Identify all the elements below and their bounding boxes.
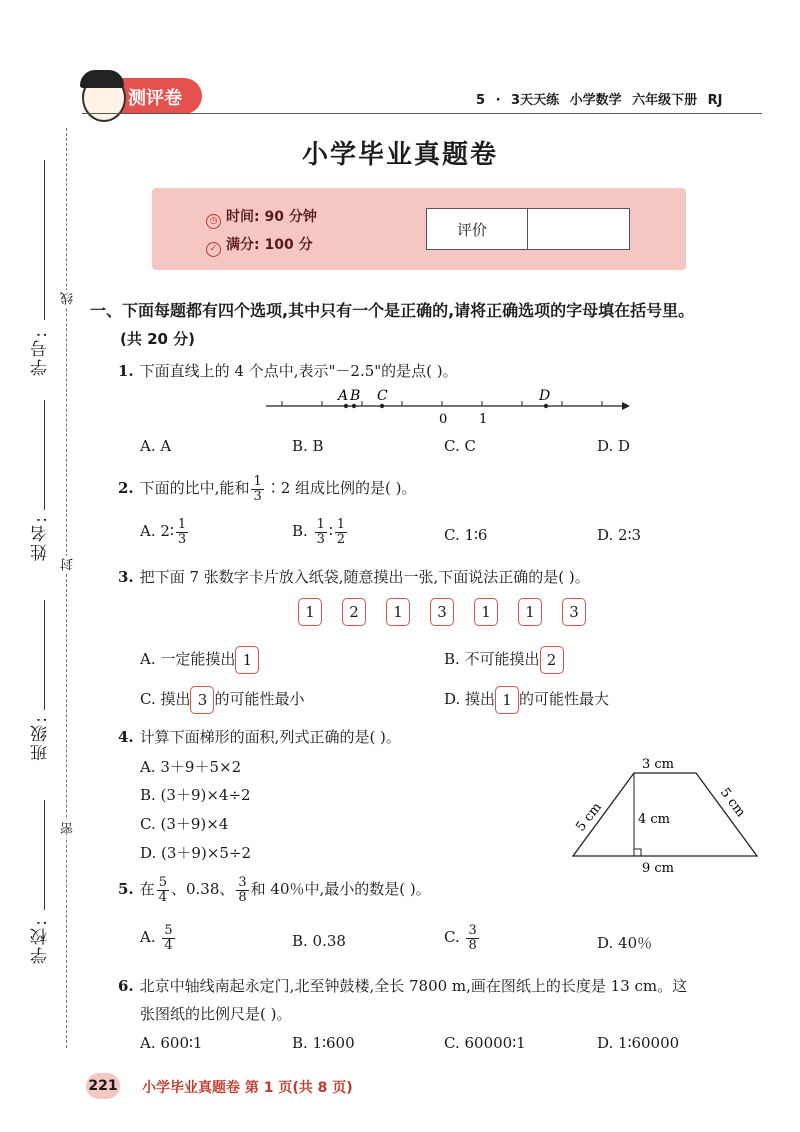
q2-opt-b-den2: 2 — [336, 531, 346, 547]
q2-option-b[interactable] — [292, 518, 349, 546]
q2-number: 2. — [118, 479, 134, 498]
q6-option-c[interactable]: C. 60000∶1 — [444, 1034, 526, 1052]
badge-label: 测评卷 — [128, 88, 182, 109]
school-label: 学校: — [31, 918, 51, 964]
q5-option-a[interactable] — [140, 924, 177, 952]
q5-opt-c-num: 3 — [468, 923, 477, 938]
q5-frac2-den: 8 — [238, 889, 247, 905]
q5-opt-a-pre: A. — [140, 928, 161, 947]
question-1 — [118, 360, 458, 381]
card-6: 1 — [518, 598, 542, 626]
q2-option-a[interactable] — [140, 518, 190, 546]
q3-opt-c-post: 的可能性最小 — [214, 690, 305, 708]
student-id-blank[interactable] — [44, 160, 45, 320]
name-blank[interactable] — [44, 400, 45, 510]
trapezoid-top-label: 3 cm — [642, 757, 675, 772]
q5-number: 5. — [118, 880, 134, 899]
class-blank[interactable] — [44, 600, 45, 710]
q1-option-c[interactable]: C. C — [444, 437, 476, 455]
card-2: 2 — [342, 598, 366, 626]
number-line — [260, 382, 640, 426]
question-2 — [118, 475, 417, 503]
q4-option-d[interactable]: D. (3＋9)×5÷2 — [140, 844, 252, 862]
q2-option-c[interactable]: C. 1∶6 — [444, 526, 488, 544]
question-5 — [118, 876, 431, 904]
q5-opt-c-pre: C. — [444, 928, 465, 947]
point-b — [352, 404, 356, 408]
time-text: 时间: 90 分钟 — [226, 209, 317, 225]
book-info: 5 · 3天天练 小学数学 六年级下册 RJ — [476, 93, 723, 108]
school-blank[interactable] — [44, 800, 45, 910]
q5-option-d[interactable]: D. 40％ — [597, 934, 653, 952]
cut-mark-secret: 密 — [61, 822, 76, 835]
trapezoid-left-label: 5 cm — [573, 799, 605, 835]
evaluation-box — [426, 208, 630, 250]
q4-option-c[interactable]: C. (3＋9)×4 — [140, 815, 229, 833]
question-3 — [118, 566, 590, 587]
evaluation-divider — [527, 209, 528, 249]
q3-opt-d-post: 的可能性最大 — [519, 690, 610, 708]
q2-opt-b-den1: 3 — [316, 531, 325, 547]
q5-option-c[interactable] — [444, 924, 481, 952]
number-cards — [298, 598, 606, 626]
trapezoid-figure — [560, 752, 770, 878]
header-rule — [82, 113, 762, 114]
q3-opt-a-text: A. 一定能摸出 — [140, 650, 236, 668]
q3-opt-b-card: 2 — [540, 646, 564, 674]
trapezoid-right-label: 5 cm — [716, 785, 749, 820]
q2-opt-b-frac2 — [335, 518, 347, 546]
binding-dashed-line — [66, 128, 67, 1048]
q5-frac2-num: 3 — [238, 875, 247, 890]
q3-text: 把下面 7 张数字卡片放入纸袋,随意摸出一张,下面说法正确的是( )。 — [139, 568, 590, 586]
section-points: (共 20 分) — [120, 330, 196, 348]
q5-frac1 — [157, 876, 169, 904]
q2-opt-b-pre: B. — [292, 522, 313, 541]
point-b-label: B — [350, 388, 361, 404]
question-4 — [118, 726, 401, 747]
trapezoid-height-label: 4 cm — [638, 812, 671, 827]
q2-opt-b-num2: 1 — [336, 517, 346, 532]
q2-opt-a-pre: A. 2∶ — [140, 522, 174, 541]
cut-mark-line: 线 — [61, 292, 76, 305]
q5-opt-c-frac — [466, 924, 478, 952]
card-1: 1 — [298, 598, 322, 626]
q3-option-a[interactable] — [140, 646, 259, 674]
point-d-label: D — [539, 388, 551, 404]
q1-text: 下面直线上的 4 个点中,表示"－2.5"的是点( )。 — [139, 362, 458, 380]
q2-opt-a-den: 3 — [177, 531, 187, 547]
time-row — [206, 206, 317, 229]
q4-option-b[interactable]: B. (3＋9)×4÷2 — [140, 786, 251, 804]
q1-number: 1. — [118, 362, 134, 380]
point-d — [544, 404, 548, 408]
q6-option-a[interactable]: A. 600∶1 — [140, 1034, 203, 1052]
trapezoid-bottom-label: 9 cm — [642, 861, 675, 876]
q2-fraction — [251, 475, 263, 503]
q5-frac1-num: 5 — [158, 875, 167, 890]
name-label: 姓名: — [31, 515, 51, 561]
q1-option-a[interactable]: A. A — [140, 437, 172, 455]
q1-option-d[interactable]: D. D — [597, 437, 631, 455]
q5-opt-a-frac — [162, 924, 174, 952]
q3-number: 3. — [118, 568, 134, 586]
q2-opt-a-num: 1 — [177, 517, 187, 532]
card-7: 3 — [562, 598, 586, 626]
q5-pre: 在 — [139, 880, 155, 899]
tick-label-0: 0 — [439, 412, 448, 426]
q6-option-b[interactable]: B. 1∶600 — [292, 1034, 355, 1052]
q4-number: 4. — [118, 728, 134, 746]
q2-frac-num: 1 — [253, 474, 262, 489]
page-number-badge: 221 — [86, 1073, 120, 1099]
q2-option-d[interactable]: D. 2∶3 — [597, 526, 642, 544]
q5-mid: 、0.38、 — [170, 880, 235, 899]
student-id-label: 学号: — [31, 330, 51, 376]
q3-opt-d-card: 1 — [495, 686, 519, 714]
q3-opt-d-text: D. 摸出 — [444, 690, 496, 708]
q6-line2: 张图纸的比例尺是( )。 — [140, 1005, 292, 1023]
q5-opt-a-num: 5 — [164, 923, 173, 938]
class-label: 班级: — [31, 715, 51, 761]
footer-text: 小学毕业真题卷 第 1 页(共 8 页) — [142, 1080, 353, 1096]
card-5: 1 — [474, 598, 498, 626]
check-circle-icon: ✓ — [206, 242, 221, 257]
q5-option-b[interactable]: B. 0.38 — [292, 932, 346, 950]
q2-frac-den: 3 — [253, 488, 262, 504]
q2-pre: 下面的比中,能和 — [139, 479, 250, 498]
page-title: 小学毕业真题卷 — [301, 140, 498, 170]
q5-post: 和 40％中,最小的数是( )。 — [250, 880, 431, 899]
q3-opt-c-card: 3 — [190, 686, 214, 714]
q2-opt-b-colon: ∶ — [328, 522, 333, 541]
q3-option-d[interactable] — [444, 686, 609, 714]
q3-opt-c-text: C. 摸出 — [140, 690, 191, 708]
q2-opt-b-num1: 1 — [316, 517, 325, 532]
card-4: 3 — [430, 598, 454, 626]
point-a — [344, 404, 348, 408]
q2-post: ∶2 组成比例的是( )。 — [265, 479, 417, 498]
point-c — [380, 404, 384, 408]
q4-text: 计算下面梯形的面积,列式正确的是( )。 — [139, 728, 401, 746]
q6-option-d[interactable]: D. 1∶60000 — [597, 1034, 680, 1052]
q3-opt-b-text: B. 不可能摸出 — [444, 650, 540, 668]
cut-mark-seal: 封 — [61, 558, 76, 571]
q3-opt-a-card: 1 — [235, 646, 259, 674]
q3-option-c[interactable] — [140, 686, 305, 714]
q5-frac1-den: 4 — [158, 889, 167, 905]
evaluation-label: 评价 — [457, 221, 488, 239]
tick-label-1: 1 — [479, 412, 488, 426]
point-a-label: A — [338, 388, 349, 404]
score-row — [206, 234, 313, 257]
q1-option-b[interactable]: B. B — [292, 437, 324, 455]
q3-option-b[interactable] — [444, 646, 564, 674]
card-3: 1 — [386, 598, 410, 626]
cartoon-hair-icon — [80, 70, 124, 88]
section-heading: 一、下面每题都有四个选项,其中只有一个是正确的,请将正确选项的字母填在括号里。 — [90, 301, 695, 320]
q6-number: 6. — [118, 977, 134, 995]
q2-opt-b-frac1 — [315, 518, 327, 546]
q2-opt-a-frac — [176, 518, 188, 546]
q5-opt-c-den: 8 — [468, 937, 477, 953]
q5-opt-a-den: 4 — [164, 937, 173, 953]
q6-line1: 北京中轴线南起永定门,北至钟鼓楼,全长 7800 m,画在图纸上的长度是 13 cm。这 — [139, 977, 688, 995]
q4-option-a[interactable]: A. 3＋9＋5×2 — [140, 758, 242, 776]
q5-frac2 — [236, 876, 248, 904]
clock-icon: ◷ — [206, 214, 221, 229]
score-text: 满分: 100 分 — [226, 237, 313, 253]
question-6 — [118, 975, 687, 996]
point-c-label: C — [377, 388, 388, 404]
